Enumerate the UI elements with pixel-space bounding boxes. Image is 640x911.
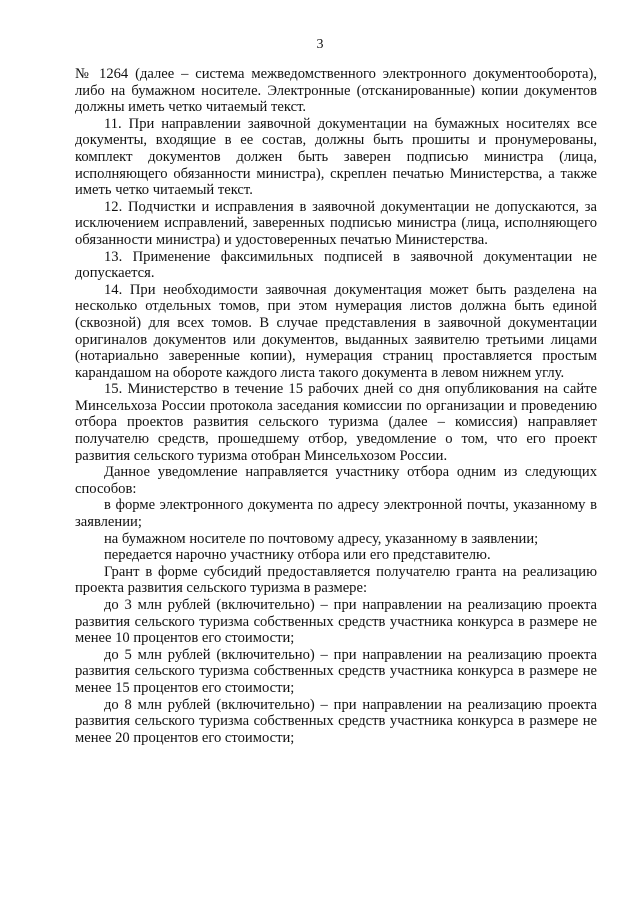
- paragraph-13: 13. Применение факсимильных подписей в заявочной документации не допускается.: [75, 248, 597, 282]
- paragraph-continuation: № 1264 (далее – система межведомственного электронного документооборота), либо на бумажном носителе. Электронные (отсканированные) копии документов должны иметь четко читаемый текст.: [75, 66, 597, 116]
- notification-method-hand-delivery: передается нарочно участнику отбора или его представителю.: [104, 547, 491, 564]
- paragraph-15: 15. Министерство в течение 15 рабочих дней со дня опубликования на сайте Минсельхоза России протокола заседания комиссии по организации и проведению отбора проектов развития сельского туризма (далее – комиссия) направляет получателю средств, прошедшему отбор, уведомление о том, что его проект развития сельского туризма отобран Минсельхозом России.: [75, 381, 597, 464]
- grant-tier-5mln: до 5 млн рублей (включительно) – при направлении на реализацию проекта развития сельского туризма собственных средств участника конкурса в размере не менее 15 процентов его стоимости;: [75, 646, 597, 696]
- grant-size-intro: Грант в форме субсидий предоставляется получателю гранта на реализацию проекта развития сельского туризма в размере:: [75, 563, 597, 597]
- document-body: [75, 66, 597, 746]
- paragraph-11: 11. При направлении заявочной документации на бумажных носителях все документы, входящие в ее состав, должны быть прошиты и пронумерованы, комплект документов должен быть заверен подписью министра (лица, исполняющего обязанности министра), скреплен печатью Министерства, а также иметь четко читаемый текст.: [75, 115, 597, 199]
- paragraph-12: 12. Подчистки и исправления в заявочной документации не допускаются, за исключением исправлений, заверенных подписью министра (лица, исполняющего обязанности министра) и удостоверенных печатью Министерства.: [75, 198, 597, 248]
- notification-method-paper: на бумажном носителе по почтовому адресу, указанному в заявлении;: [104, 530, 539, 547]
- grant-tier-8mln: до 8 млн рублей (включительно) – при направлении на реализацию проекта развития сельского туризма собственных средств участника конкурса в размере не менее 20 процентов его стоимости;: [75, 696, 597, 746]
- page-number: 3: [316, 37, 324, 52]
- paragraph-14: 14. При необходимости заявочная документация может быть разделена на несколько отдельных томов, при этом нумерация листов должна быть единой (сквозной) для всех томов. В случае представления в заявочной документации оригиналов документов или документов, выданных заявителю третьими лицами (нотариально заверенные копии), нумерация страниц проставляется простым карандашом на обороте каждого листа такого документа в левом нижнем углу.: [75, 281, 597, 381]
- notification-methods-intro: Данное уведомление направляется участнику отбора одним из следующих способов:: [75, 464, 597, 497]
- notification-method-electronic: в форме электронного документа по адресу электронной почты, указанному в заявлении;: [75, 497, 597, 531]
- grant-tier-3mln: до 3 млн рублей (включительно) – при направлении на реализацию проекта развития сельского туризма собственных средств участника конкурса в размере не менее 10 процентов его стоимости;: [75, 597, 597, 647]
